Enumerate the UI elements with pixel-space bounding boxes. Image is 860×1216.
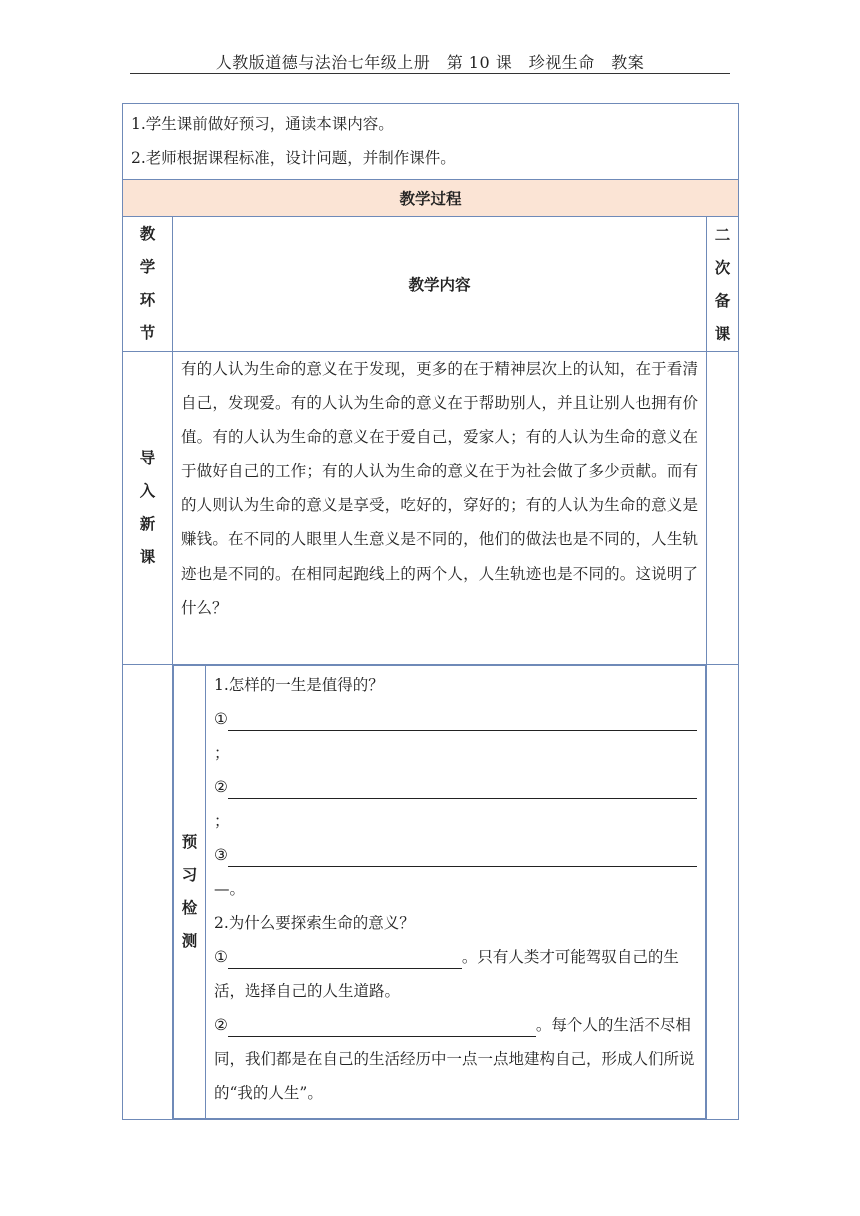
header-rule bbox=[130, 73, 730, 74]
prep-row bbox=[123, 104, 739, 180]
reason-1-marker: ① bbox=[214, 948, 228, 966]
content-column-header: 教学内容 bbox=[173, 217, 707, 352]
reason-2-marker: ② bbox=[214, 1016, 228, 1034]
check-empty-cell bbox=[123, 665, 173, 1120]
stage-char: 环 bbox=[139, 291, 156, 309]
stage-column-header bbox=[123, 217, 173, 352]
lesson-table bbox=[122, 103, 739, 1120]
answer-3-end: —。 bbox=[214, 880, 246, 898]
intro-char: 新 bbox=[139, 515, 156, 533]
question-2: 2.为什么要探索生命的意义？ bbox=[214, 914, 415, 932]
second-prep-column-header bbox=[707, 217, 739, 352]
second-char: 课 bbox=[714, 325, 731, 343]
answer-2-marker: ② bbox=[214, 778, 228, 796]
check-body bbox=[206, 666, 706, 1119]
stage-char: 学 bbox=[139, 258, 156, 276]
check-second-prep-cell bbox=[707, 665, 739, 1120]
reason-1-text: 。只有人类才可能驾驭自己的生活，选择自己的人生道路。 bbox=[214, 948, 679, 1000]
check-container bbox=[173, 665, 707, 1120]
check-label bbox=[174, 666, 206, 1119]
answer-2-end: ； bbox=[214, 812, 230, 830]
answer-2-blank[interactable] bbox=[228, 776, 697, 799]
stage-char: 教 bbox=[139, 225, 156, 243]
intro-row bbox=[123, 352, 739, 665]
stage-char: 节 bbox=[139, 324, 156, 342]
answer-1-row bbox=[214, 702, 697, 736]
prep-line-2: 2.老师根据课程标准，设计问题，并制作课件。 bbox=[131, 149, 456, 167]
process-title: 教学过程 bbox=[123, 180, 739, 217]
answer-3-marker: ③ bbox=[214, 846, 228, 864]
answer-1-marker: ① bbox=[214, 710, 228, 728]
reason-2-text: 。每个人的生活不尽相同，我们都是在自己的生活经历中一点一点地建构自己，形成人们所说的“我的人生”。 bbox=[214, 1016, 695, 1102]
answer-1-end: ； bbox=[214, 744, 230, 762]
check-inner-table bbox=[173, 665, 706, 1119]
answer-2-row bbox=[214, 770, 697, 804]
answer-3-row bbox=[214, 838, 697, 872]
reason-2 bbox=[214, 1008, 697, 1110]
header-title: 人教版道德与法治七年级上册 第 10 课 珍视生命 教案 bbox=[215, 53, 645, 72]
second-char: 次 bbox=[714, 259, 731, 277]
question-1: 1.怎样的一生是值得的？ bbox=[214, 676, 384, 694]
intro-char: 导 bbox=[139, 449, 156, 467]
answer-3-blank[interactable] bbox=[228, 844, 697, 867]
reason-1-blank[interactable] bbox=[228, 946, 462, 969]
check-row bbox=[123, 665, 739, 1120]
process-header-row bbox=[123, 180, 739, 217]
column-header-row bbox=[123, 217, 739, 352]
second-char: 备 bbox=[714, 292, 731, 310]
intro-text: 有的人认为生命的意义在于发现，更多的在于精神层次上的认知，在于看清自己，发现爱。有的人认为生命的意义在于帮助别人，并且让别人也拥有价值。有的人认为生命的意义在于爱自己，爱家人；有的人认为生命的意义在于做好自己的工作；有的人认为生命的意义在于为社会做了多少贡献。而有的人则认为生命的意义是享受，吃好的，穿好的；有的人认为生命的意义是赚钱。在不同的人眼里人生意义是不同的，他们的做法也是不同的，人生轨迹也是不同的。在相同起跑线上的两个人，人生轨迹也是不同的。这说明了什么？ bbox=[173, 352, 707, 665]
second-char: 二 bbox=[714, 226, 731, 244]
answer-1-blank[interactable] bbox=[228, 708, 697, 731]
check-char: 预 bbox=[181, 833, 198, 851]
reason-1 bbox=[214, 940, 697, 1008]
check-char: 测 bbox=[181, 932, 198, 950]
intro-char: 入 bbox=[139, 482, 156, 500]
intro-char: 课 bbox=[139, 548, 156, 566]
intro-second-prep-cell bbox=[707, 352, 739, 665]
intro-label bbox=[123, 352, 173, 665]
reason-2-blank[interactable] bbox=[228, 1014, 536, 1037]
check-char: 习 bbox=[181, 866, 198, 884]
check-char: 检 bbox=[181, 899, 198, 917]
prep-line-1: 1.学生课前做好预习，通读本课内容。 bbox=[131, 115, 394, 133]
prep-cell bbox=[123, 104, 739, 180]
